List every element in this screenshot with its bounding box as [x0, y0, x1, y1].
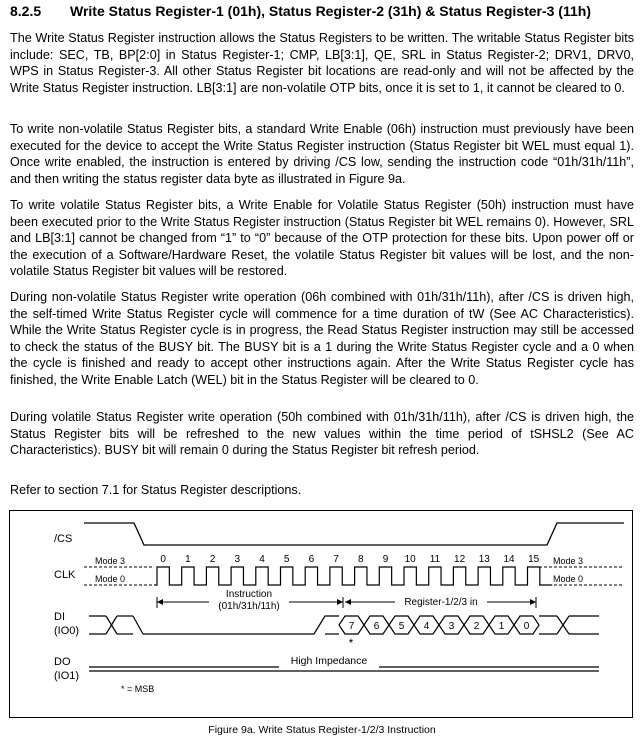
label-do-io: (IO1) [54, 670, 80, 682]
data-bit-label: 3 [448, 621, 455, 632]
timing-diagram [9, 510, 633, 718]
section-number: 8.2.5 [10, 3, 42, 19]
instruction-code: (01h/31h/11h) [218, 601, 280, 612]
mode3-left: Mode 3 [95, 556, 126, 566]
high-impedance-label: High Impedance [290, 655, 368, 667]
clock-number: 10 [404, 554, 416, 565]
paragraph-volatile: To write volatile Status Register bits, a Write Enable for Volatile Status Register (50h) instruction must have been executed prior to the Write Status Register instruction (Status Register bit WEL remains 0). However, SRL and LB[3:1] cannot be changed from “1” to “0” because of the OTP protection for these bits. Upon power off or the execution of a Software/Hardware Reset, the volatile Status Register bit values will be lost, and the non-volatile Status Register bit values will be restored. [10, 198, 634, 279]
label-di: DI [54, 611, 65, 623]
label-do: DO [54, 656, 71, 668]
paragraph-nonvolatile-cycle: During non-volatile Status Register write operation (06h combined with 01h/31h/11h), after /CS is driven high, the self-timed Write Status Register cycle will commence for a time duration of tW (See AC Characteristics). While the Write Status Register cycle is in progress, the Read Status Register instruction may still be accessed to check the status of the BUSY bit. The BUSY bit is a 1 during the Write Status Register cycle and a 0 when the cycle is finished and ready to accept other instructions again. After the Write Status Register cycle has finished, the Write Enable Latch (WEL) bit in the Status Register will be cleared to 0. [10, 290, 634, 387]
data-bit-label: 1 [498, 621, 505, 632]
paragraph-volatile-cycle: During volatile Status Register write operation (50h combined with 01h/31h/11h), after /CS is driven high, the Status Register bits will be refreshed to the new values within the time period of tSHSL2 (See AC Characteristics). BUSY bit will remain 0 during the Status Register bit refresh period. [10, 410, 634, 458]
clock-number: 1 [185, 554, 191, 565]
data-bit-label: 0 [523, 621, 530, 632]
clock-number: 11 [429, 554, 441, 565]
clock-number: 14 [503, 554, 515, 565]
clock-number: 9 [382, 554, 389, 565]
clock-number: 5 [283, 554, 290, 565]
label-di-io: (IO0) [54, 625, 80, 637]
section-title: Write Status Register-1 (01h), Status Register-2 (31h) & Status Register-3 (11h) [70, 3, 591, 19]
msb-legend: * = MSB [121, 684, 155, 694]
instruction-label: Instruction [225, 589, 273, 600]
register-label: Register-1/2/3 in [404, 597, 478, 608]
clock-number: 0 [160, 554, 166, 565]
paragraph-reference: Refer to section 7.1 for Status Register descriptions. [10, 483, 302, 497]
mode3-right: Mode 3 [553, 556, 584, 566]
mode0-right: Mode 0 [553, 574, 584, 584]
timing-diagram-svg [9, 510, 633, 718]
data-bit-label: 4 [423, 621, 430, 632]
clock-number: 13 [478, 554, 490, 565]
figure-caption: Figure 9a. Write Status Register-1/2/3 Instruction [208, 724, 436, 736]
clock-number: 6 [308, 554, 315, 565]
clock-number: 15 [528, 554, 540, 565]
label-cs: /CS [54, 533, 73, 545]
data-bit-label: 6 [373, 621, 380, 632]
clock-number: 2 [209, 554, 216, 565]
data-bit-label: 5 [398, 621, 405, 632]
label-clk: CLK [54, 569, 76, 581]
clock-number: 4 [259, 554, 265, 565]
clock-number: 12 [454, 554, 466, 565]
figure-frame [10, 511, 633, 718]
data-bit-label: 7 [348, 621, 355, 632]
msb-star: * [348, 636, 354, 650]
data-bit-label: 2 [473, 621, 480, 632]
clock-number: 7 [333, 554, 339, 565]
mode0-left: Mode 0 [95, 574, 126, 584]
section-heading [10, 3, 591, 19]
paragraph-nonvolatile: To write non-volatile Status Register bits, a standard Write Enable (06h) instruction must previously have been executed for the device to accept the Write Status Register instruction (Status Register bit WEL must equal 1). Once write enabled, the instruction is entered by driving /CS low, sending the instruction code “01h/31h/11h”, and then writing the status register data byte as illustrated in Figure 9a. [10, 122, 634, 186]
paragraph-intro: The Write Status Register instruction allows the Status Registers to be written. The writable Status Register bits include: SEC, TB, BP[2:0] in Status Register-1; CMP, LB[3:1], QE, SRL in Status Register-2; DRV1, DRV0, WPS in Status Register-3. All other Status Register bit locations are read-only and will not be affected by the Write Status Register instruction. LB[3:1] are non-volatile OTP bits, once it is set to 1, it cannot be cleared to 0. [10, 31, 634, 95]
clock-number: 8 [358, 554, 364, 565]
clock-number: 3 [234, 554, 241, 565]
